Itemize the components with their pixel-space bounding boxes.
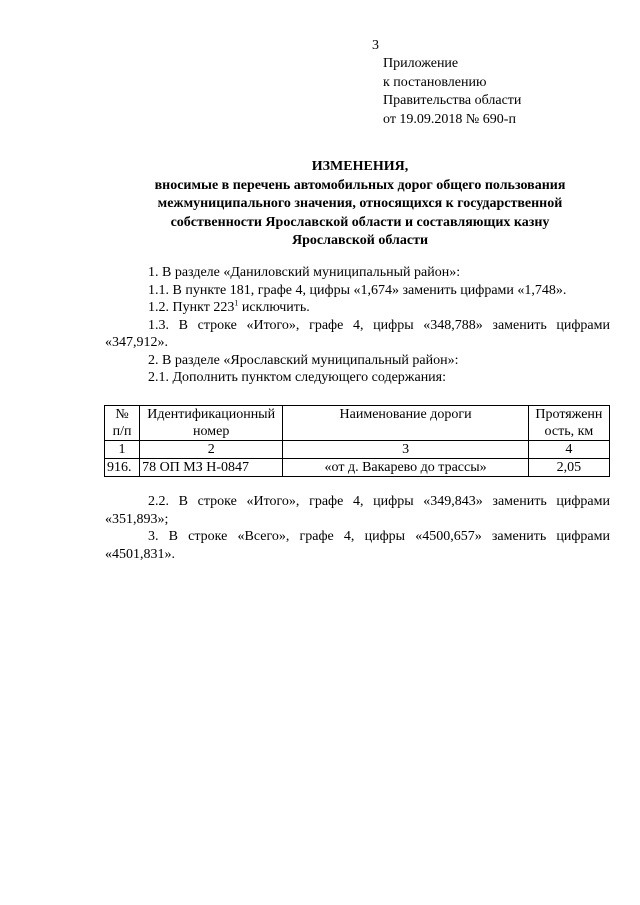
header-name: Наименование дороги: [283, 406, 528, 441]
title-line-2: вносимые в перечень автомобильных дорог общего пользования: [154, 177, 566, 193]
page-number: 3: [372, 38, 379, 53]
title-line-4: собственности Ярославской области и составляющих казну: [170, 214, 550, 230]
row-name-cell: «от д. Вакарево до трассы»: [283, 459, 528, 477]
item-1-2-suffix: исключить.: [238, 300, 310, 315]
item-2-1: 2.1. Дополнить пунктом следующего содержания:: [148, 370, 447, 385]
item-1-3: 1.3. В строке «Итого», графе 4, цифры «348,788» заменить цифрами «347,912».: [105, 317, 610, 350]
appendix-line-2: к постановлению: [383, 74, 487, 90]
col-number-cell: 2: [140, 441, 283, 459]
item-1-2-prefix: 1.2. Пункт 223: [148, 300, 235, 315]
col-number-cell: 3: [283, 441, 528, 459]
item-2-2: 2.2. В строке «Итого», графе 4, цифры «349,843» заменить цифрами «351,893»;: [105, 494, 610, 527]
title-line-1: ИЗМЕНЕНИЯ,: [311, 159, 409, 174]
item-3: 3. В строке «Всего», графе 4, цифры «4500,657» заменить цифрами «4501,831».: [105, 529, 610, 562]
col-number-cell: 1: [105, 441, 140, 459]
table-row: [105, 459, 610, 477]
roads-table: [104, 405, 610, 477]
item-1: 1. В разделе «Даниловский муниципальный район»:: [148, 265, 461, 280]
col-number-cell: 4: [528, 441, 609, 459]
row-length-cell: 2,05: [528, 459, 609, 477]
changes-body-top: [105, 264, 610, 387]
item-1-1: 1.1. В пункте 181, графе 4, цифры «1,674» заменить цифрами «1,748».: [148, 282, 567, 298]
header-length: Протяженн ость, км: [528, 406, 609, 441]
header-num: № п/п: [105, 406, 140, 441]
changes-body-bottom: [105, 493, 610, 563]
row-id-cell: 78 ОП МЗ Н-0847: [140, 459, 283, 477]
title-line-3: межмуниципального значения, относящихся к государственной: [157, 196, 563, 211]
document-title: [100, 158, 620, 251]
row-num-cell: 916.: [105, 459, 140, 477]
table-column-numbers-row: [105, 441, 610, 459]
title-line-5: Ярославской области: [291, 233, 429, 248]
item-1-2: [105, 299, 610, 317]
appendix-header: [383, 55, 521, 129]
table-header-row: [105, 406, 610, 441]
appendix-line-1: Приложение: [383, 56, 459, 71]
item-1-2-superscript: 1: [234, 298, 239, 308]
appendix-line-4: от 19.09.2018 № 690-п: [383, 111, 516, 127]
header-id: Идентификационный номер: [140, 406, 283, 441]
appendix-line-3: Правительства области: [383, 93, 522, 108]
item-2: 2. В разделе «Ярославский муниципальный район»:: [148, 352, 459, 368]
